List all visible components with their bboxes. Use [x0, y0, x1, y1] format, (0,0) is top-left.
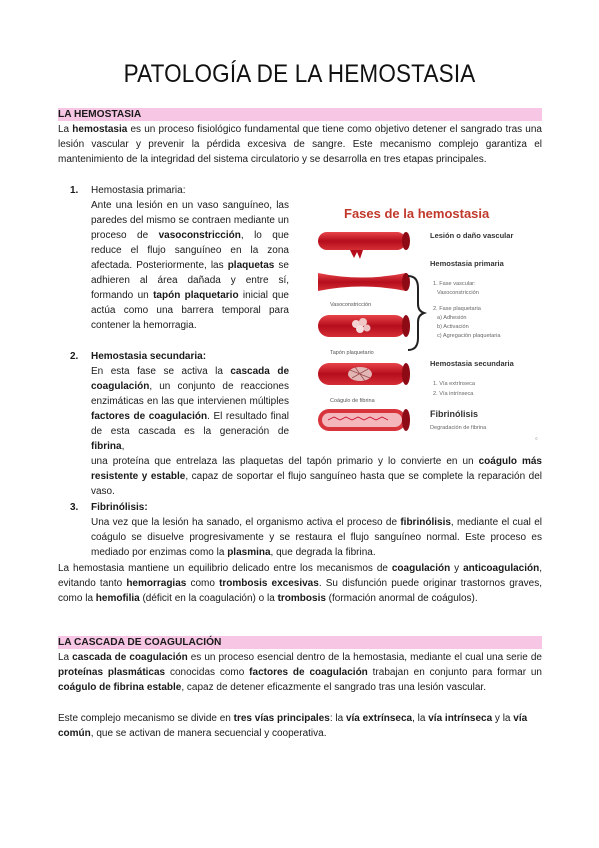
fig-activacion: b) Activación [437, 324, 469, 330]
bold-term: factores de coagulación [249, 667, 368, 678]
fig-vasoconstriccion: Vasoconstricción [437, 290, 479, 296]
bold-term: vía intrínseca [428, 713, 493, 724]
vessel-fibrinolysis-icon [318, 409, 410, 431]
figure-title: Fases de la hemostasia [344, 206, 490, 221]
vessel-vasoconstriction-icon [318, 273, 410, 291]
hemostasis-phases-diagram [300, 196, 542, 448]
bold-term: cascada de coagulación [91, 366, 289, 392]
bold-term: cascada de coagulación [72, 652, 188, 663]
bold-term: trombosis excesivas [219, 578, 319, 589]
section-header-cascada: LA CASCADA DE COAGULACIÓN [58, 636, 542, 649]
fig-fase-vascular: 1. Fase vascular: [433, 281, 476, 287]
bold-term: fibrinólisis [400, 517, 451, 528]
bold-term: coágulo de fibrina estable [58, 682, 182, 693]
item-heading-1: Hemostasia primaria: [91, 185, 186, 196]
fig-lesion: Lesión o daño vascular [430, 231, 514, 240]
fig-adhesion: a) Adhesión [437, 315, 467, 321]
bold-term: plasmina [227, 547, 271, 558]
closing-paragraph: La hemostasia mantiene un equilibrio delicado entre los mecanismos de coagulación y anticoagulación, evitando tanto hemorragias como trombosis excesivas. Su disfunción puede originar trastornos graves, como la hemofilia (déficit en la coagulación) o la trombosis (formación anormal de coágulos). [58, 563, 543, 604]
bold-term: coágulo más resistente y estable [91, 456, 542, 482]
bold-term: vasoconstricción [158, 230, 241, 241]
bracket-icon [408, 276, 424, 350]
bold-term: fibrina [91, 441, 122, 452]
item-text-1: Ante una lesión en un vaso sanguíneo, las paredes del mismo se contraen mediante un proceso de vasoconstricción, lo que reduce el flujo sanguíneo en la zona afectada. Posteriormente, las plaquetas se adhieren al área dañada y entre sí, formando un tapón plaquetario inicial que actúa como una barrera temporal para contener la hemorragia. [91, 200, 289, 331]
bold-term: plaquetas [227, 260, 275, 271]
cascada-paragraph-1: La cascada de coagulación es un proceso esencial dentro de la hemostasia, mediante el cual una serie de proteínas plasmáticas conocidas como factores de coagulación trabajan en conjunto para formar un coágulo de fibrina estable, capaz de detener eficazmente el sangrado tras una lesión vascular. [58, 652, 542, 693]
bold-term: factores de coagulación [91, 411, 208, 422]
page-title: PATOLOGÍA DE LA HEMOSTASIA [123, 60, 476, 88]
bold-term: coagulación [391, 563, 451, 574]
intro-paragraph: La hemostasia es un proceso fisiológico fundamental que tiene como objetivo detener el sangrado tras una lesión vascular y prevenir la pérdida excesiva de sangre. Este mecanismo complejo garantiza el mantenimiento de la integridad del sistema circulatorio y se desarrolla en tres etapas principales. [58, 124, 542, 165]
bold-term: hemostasia [72, 124, 128, 135]
item-heading-3: Fibrinólisis: [91, 502, 148, 513]
label-fibrin-clot: Coágulo de fibrina [330, 398, 375, 404]
item-number-1: 1. [70, 185, 79, 196]
bold-term: vía extrínseca [345, 713, 413, 724]
bold-term: anticoagulación [463, 563, 540, 574]
label-vasoconstriction: Vasoconstricción [330, 302, 372, 308]
item-number-2: 2. [70, 351, 79, 362]
bold-term: proteínas plasmáticas [58, 667, 166, 678]
bold-term: vía común [58, 713, 528, 739]
bold-term: tres vías principales [233, 713, 330, 724]
bold-term: tapón plaquetario [153, 290, 239, 301]
fig-fibrinolisis: Fibrinólisis [430, 409, 479, 419]
fig-credit: © [535, 436, 538, 441]
item-text-2a: En esta fase se activa la cascada de coagulación, un conjunto de reacciones enzimáticas en las que intervienen múltiples factores de coagulación. El resultado final de esta cascada es la generación de fibrina, [91, 366, 289, 452]
fig-degradacion: Degradación de fibrina [430, 425, 487, 431]
vessel-injury-icon [318, 232, 410, 259]
cascada-paragraph-2: Este complejo mecanismo se divide en tres vías principales: la vía extrínseca, la vía intrínseca y la vía común, que se activan de manera secuencial y cooperativa. [58, 713, 528, 739]
bold-term: hemorragias [126, 578, 187, 589]
fig-secundaria: Hemostasia secundaria [430, 359, 514, 368]
fig-via-extrinseca: 1. Vía extrínseca [433, 381, 475, 387]
section-header-hemostasia: LA HEMOSTASIA [58, 108, 542, 121]
vessel-fibrin-clot-icon [318, 363, 410, 385]
item-heading-2: Hemostasia secundaria: [91, 351, 207, 362]
item-text-2b: una proteína que entrelaza las plaquetas del tapón primario y lo convierte en un coágulo más resistente y estable, capaz de soportar el flujo sanguíneo hasta que se complete la reparación del vaso. [91, 456, 543, 497]
fig-agregacion: c) Agregación plaquetaria [437, 333, 501, 339]
bold-term: hemofilia [95, 593, 140, 604]
vessel-platelet-plug-icon [318, 315, 410, 337]
fig-fase-plaquetaria: 2. Fase plaquetaria [433, 306, 481, 312]
item-text-3: Una vez que la lesión ha sanado, el organismo activa el proceso de fibrinólisis, mediante el cual el coágulo se disuelve progresivamente y se restaura el flujo sanguíneo normal. Este proceso es mediado por enzimas como la plasmina, que degrada la fibrina. [91, 517, 542, 558]
item-number-3: 3. [70, 502, 79, 513]
fig-via-intrinseca: 2. Vía intrínseca [433, 391, 474, 397]
hemostasis-phases-figure [300, 196, 542, 448]
label-platelet-plug: Tapón plaquetario [330, 350, 374, 356]
bold-term: trombosis [277, 593, 326, 604]
fig-primaria: Hemostasia primaria [430, 259, 504, 268]
